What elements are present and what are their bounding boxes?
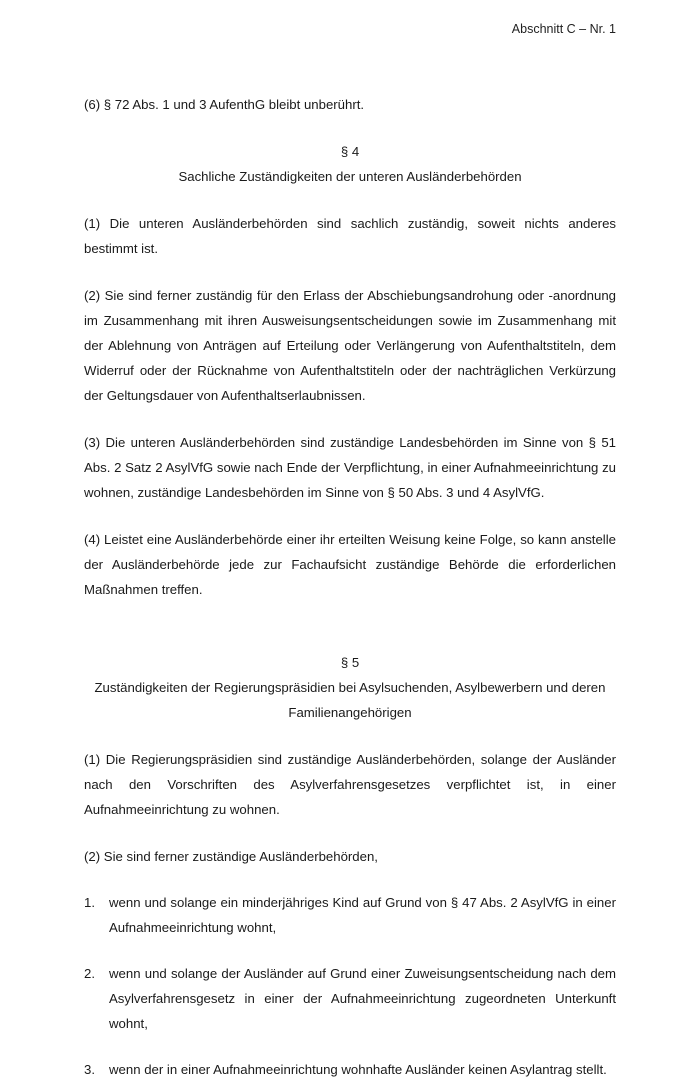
list-item-text: wenn und solange ein minderjähriges Kind auf Grund von § 47 Abs. 2 AsylVfG in einer Aufnahmeeinrichtung wohnt, xyxy=(109,895,616,935)
paragraph-6: (6) § 72 Abs. 1 und 3 AufenthG bleibt unberührt. xyxy=(84,97,365,112)
section-4-paragraph-1: (1) Die unteren Ausländerbehörden sind sachlich zuständig, soweit nichts anderes bestimmt ist. xyxy=(84,216,616,256)
list-item xyxy=(84,1057,616,1082)
list-item-text: wenn und solange der Ausländer auf Grund einer Zuweisungsentscheidung nach dem Asylverfahrensgesetz in einer der Aufnahmeeinrichtung zugeordneten Unterkunft wohnt, xyxy=(109,966,616,1031)
section-5-list xyxy=(84,890,616,1082)
list-item-text: wenn der in einer Aufnahmeeinrichtung wohnhafte Ausländer keinen Asylantrag stellt. xyxy=(109,1062,607,1077)
section-5-title: Zuständigkeiten der Regierungspräsidien bei Asylsuchenden, Asylbewerbern und deren Familienangehörigen xyxy=(94,680,606,720)
list-item xyxy=(84,890,616,940)
section-4-paragraph-3: (3) Die unteren Ausländerbehörden sind zuständige Landesbehörden im Sinne von § 51 Abs. 2 Satz 2 AsylVfG sowie nach Ende der Verpflichtung, in einer Aufnahmeeinrichtung zu wohnen, zuständige Landesbehörden im Sinne von § 50 Abs. 3 und 4 AsylVfG. xyxy=(84,435,616,500)
section-4-paragraph-2: (2) Sie sind ferner zuständig für den Erlass der Abschiebungsandrohung oder -anordnung im Zusammenhang mit ihren Ausweisungsentscheidungen sowie im Zusammenhang mit der Ablehnung von Anträgen auf Erteilung oder Verlängerung von Aufenthaltstiteln, dem Widerruf oder der Rücknahme von Aufenthaltstiteln oder der nachträglichen Verkürzung der Geltungsdauer von Aufenthaltserlaubnissen. xyxy=(84,288,616,403)
section-5-paragraph-2: (2) Sie sind ferner zuständige Ausländerbehörden, xyxy=(84,849,378,864)
section-5-number: § 5 xyxy=(340,655,360,670)
document-body xyxy=(84,92,616,1082)
section-4-paragraph-4: (4) Leistet eine Ausländerbehörde einer ihr erteilten Weisung keine Folge, so kann anstelle der Ausländerbehörde jede zur Fachaufsicht zuständige Behörde die erforderlichen Maßnahmen treffen. xyxy=(84,532,616,597)
list-item xyxy=(84,961,616,1036)
list-item-number: 1. xyxy=(84,895,95,910)
section-4-number: § 4 xyxy=(340,144,360,159)
section-4 xyxy=(84,139,616,602)
section-5 xyxy=(84,650,616,1082)
section-4-title: Sachliche Zuständigkeiten der unteren Ausländerbehörden xyxy=(178,169,522,184)
list-item-number: 2. xyxy=(84,966,95,981)
list-item-number: 3. xyxy=(84,1062,95,1077)
section-5-paragraph-1: (1) Die Regierungspräsidien sind zuständige Ausländerbehörden, solange der Ausländer nach den Vorschriften des Asylverfahrensgesetzes verpflichtet ist, in einer Aufnahmeeinrichtung zu wohnen. xyxy=(84,752,616,817)
page-header-section-ref: Abschnitt C – Nr. 1 xyxy=(511,22,616,36)
